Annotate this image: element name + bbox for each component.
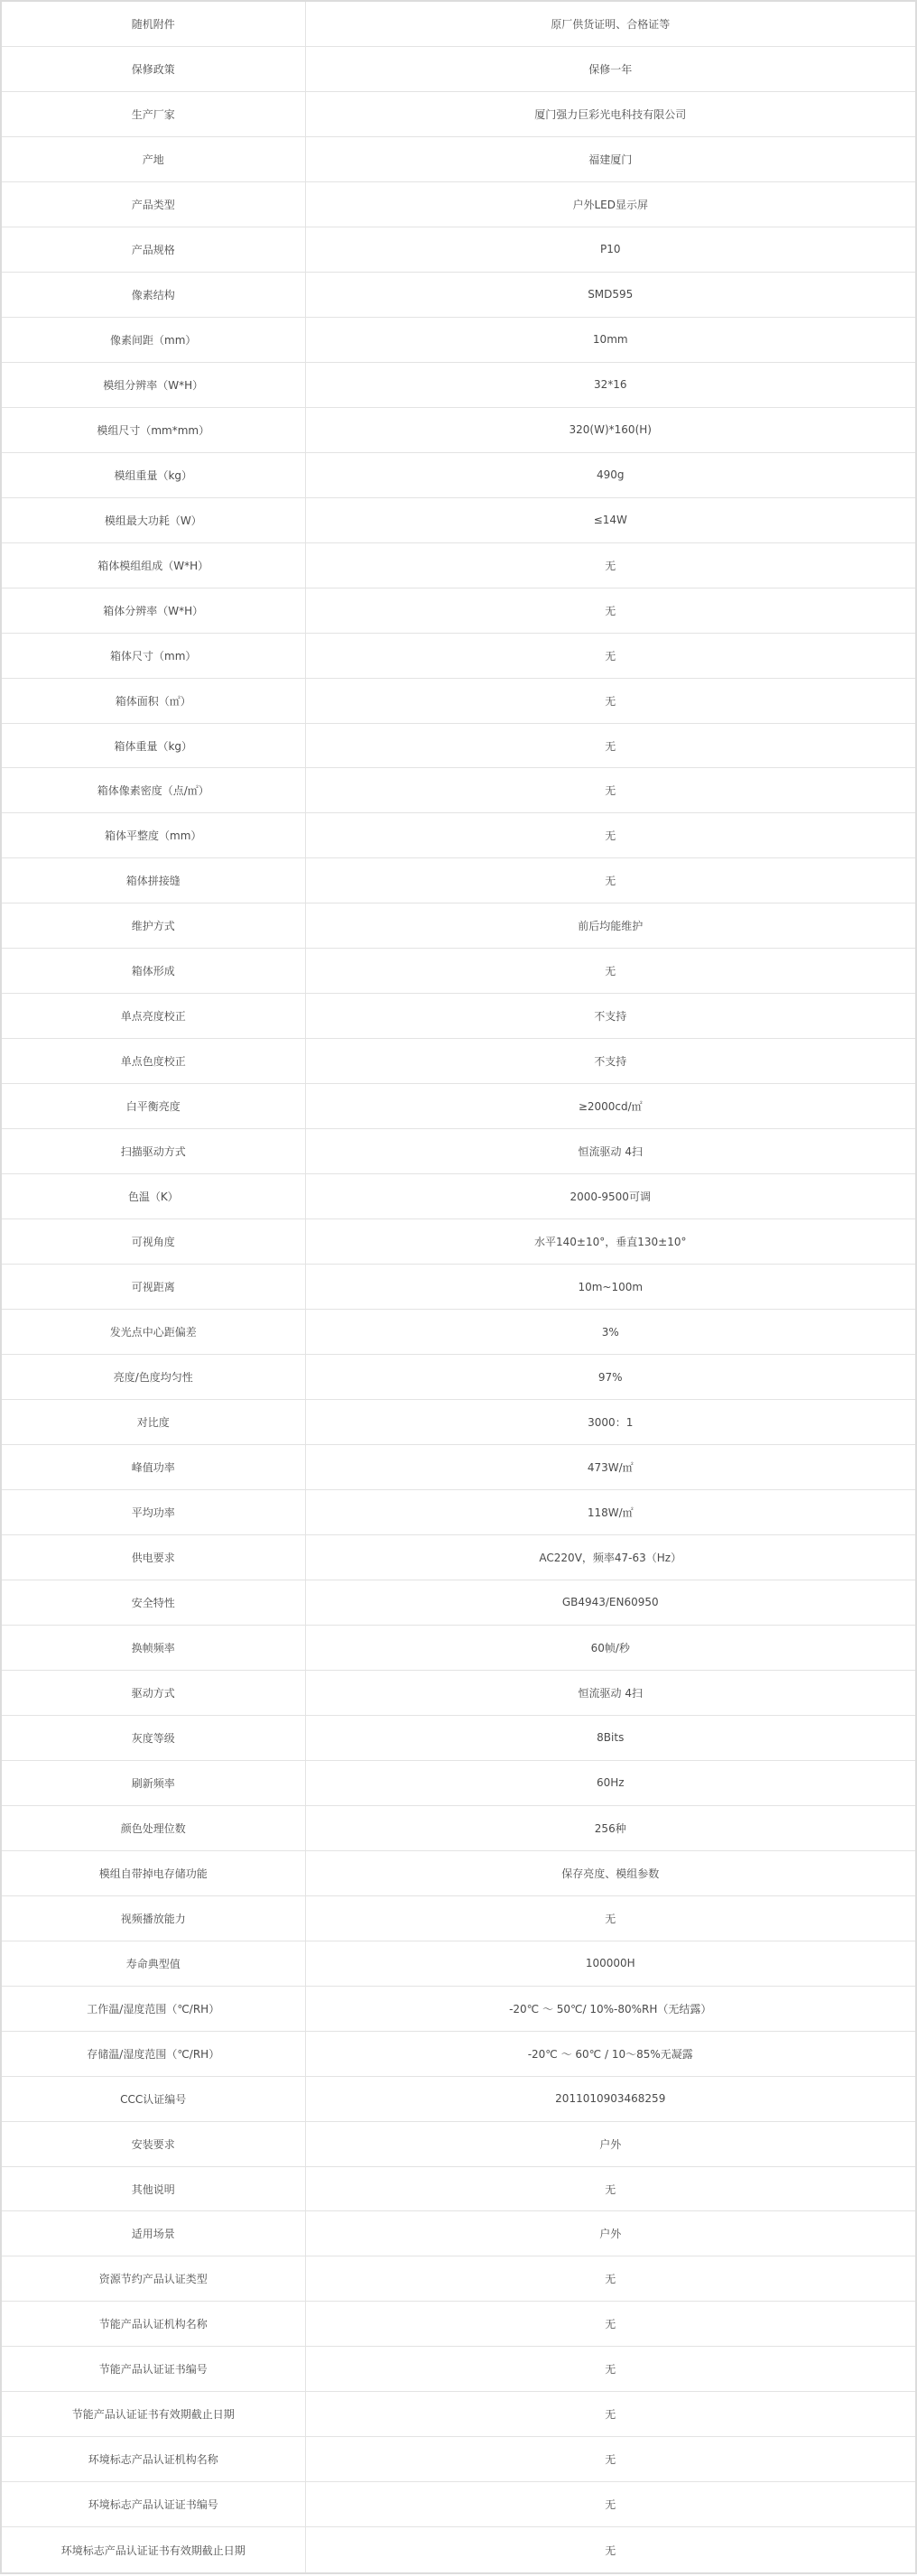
- spec-name-cell: 单点色度校正: [1, 1039, 305, 1084]
- spec-value-cell: AC220V，频率47-63（Hz）: [305, 1534, 916, 1580]
- spec-name-cell: 扫描驱动方式: [1, 1129, 305, 1174]
- table-row: [1, 2121, 916, 2166]
- table-row: [1, 2527, 916, 2573]
- spec-name-cell: 生产厂家: [1, 91, 305, 136]
- table-row: [1, 588, 916, 633]
- spec-name-cell: 安全特性: [1, 1580, 305, 1625]
- table-row: [1, 1805, 916, 1850]
- spec-value-cell: 无: [305, 542, 916, 588]
- spec-value-cell: 无: [305, 2302, 916, 2347]
- spec-value-cell: 无: [305, 588, 916, 633]
- spec-value-cell: ≤14W: [305, 497, 916, 542]
- table-row: [1, 1039, 916, 1084]
- table-row: [1, 2031, 916, 2076]
- spec-name-cell: 环境标志产品认证机构名称: [1, 2437, 305, 2482]
- spec-value-cell: 32*16: [305, 362, 916, 407]
- spec-name-cell: 模组最大功耗（W）: [1, 497, 305, 542]
- table-row: [1, 1850, 916, 1895]
- spec-name-cell: 视频播放能力: [1, 1895, 305, 1941]
- spec-name-cell: 保修政策: [1, 46, 305, 91]
- spec-value-cell: 60帧/秒: [305, 1625, 916, 1670]
- spec-name-cell: 模组重量（kg）: [1, 452, 305, 497]
- spec-value-cell: 8Bits: [305, 1715, 916, 1760]
- spec-name-cell: 安装要求: [1, 2121, 305, 2166]
- spec-value-cell: 无: [305, 813, 916, 858]
- spec-name-cell: 维护方式: [1, 903, 305, 949]
- table-row: [1, 46, 916, 91]
- spec-name-cell: 白平衡亮度: [1, 1084, 305, 1129]
- table-row: [1, 272, 916, 317]
- spec-name-cell: 箱体拼接缝: [1, 858, 305, 903]
- table-row: [1, 678, 916, 723]
- table-row: [1, 1445, 916, 1490]
- spec-name-cell: 对比度: [1, 1400, 305, 1445]
- spec-name-cell: 箱体平整度（mm）: [1, 813, 305, 858]
- spec-name-cell: 供电要求: [1, 1534, 305, 1580]
- spec-value-cell: -20℃ ～ 50℃/ 10%-80%RH（无结露）: [305, 1986, 916, 2031]
- table-row: [1, 768, 916, 813]
- spec-name-cell: 模组自带掉电存储功能: [1, 1850, 305, 1895]
- spec-name-cell: 随机附件: [1, 1, 305, 46]
- spec-name-cell: 模组分辨率（W*H）: [1, 362, 305, 407]
- table-row: [1, 1265, 916, 1310]
- spec-value-cell: 无: [305, 2347, 916, 2392]
- spec-value-cell: 2011010903468259: [305, 2076, 916, 2121]
- table-row: [1, 1400, 916, 1445]
- spec-name-cell: 资源节约产品认证类型: [1, 2256, 305, 2302]
- spec-name-cell: 箱体像素密度（点/㎡）: [1, 768, 305, 813]
- spec-value-cell: -20℃ ～ 60℃ / 10～85%无凝露: [305, 2031, 916, 2076]
- spec-value-cell: 256种: [305, 1805, 916, 1850]
- table-row: [1, 407, 916, 452]
- table-row: [1, 362, 916, 407]
- spec-name-cell: 环境标志产品认证证书编号: [1, 2482, 305, 2527]
- spec-name-cell: 平均功率: [1, 1489, 305, 1534]
- spec-name-cell: 工作温/湿度范围（℃/RH）: [1, 1986, 305, 2031]
- spec-value-cell: 10m~100m: [305, 1265, 916, 1310]
- spec-name-cell: 灰度等级: [1, 1715, 305, 1760]
- table-row: [1, 633, 916, 678]
- table-row: [1, 994, 916, 1039]
- spec-value-cell: 无: [305, 2256, 916, 2302]
- spec-name-cell: 产品规格: [1, 227, 305, 272]
- spec-value-cell: 10mm: [305, 317, 916, 362]
- table-row: [1, 452, 916, 497]
- table-row: [1, 317, 916, 362]
- spec-name-cell: 寿命典型值: [1, 1941, 305, 1986]
- spec-value-cell: 无: [305, 768, 916, 813]
- table-row: [1, 2347, 916, 2392]
- spec-value-cell: 恒流驱动 4扫: [305, 1670, 916, 1715]
- table-row: [1, 1489, 916, 1534]
- spec-name-cell: 产地: [1, 136, 305, 181]
- spec-name-cell: 可视距离: [1, 1265, 305, 1310]
- spec-name-cell: 其他说明: [1, 2166, 305, 2211]
- spec-name-cell: 换帧频率: [1, 1625, 305, 1670]
- spec-value-cell: 水平140±10°，垂直130±10°: [305, 1219, 916, 1265]
- table-row: [1, 227, 916, 272]
- spec-value-cell: 3000：1: [305, 1400, 916, 1445]
- spec-value-cell: 原厂供货证明、合格证等: [305, 1, 916, 46]
- table-row: [1, 1670, 916, 1715]
- spec-value-cell: 118W/㎡: [305, 1489, 916, 1534]
- spec-name-cell: 箱体模组组成（W*H）: [1, 542, 305, 588]
- spec-value-cell: 473W/㎡: [305, 1445, 916, 1490]
- spec-name-cell: 峰值功率: [1, 1445, 305, 1490]
- spec-value-cell: 97%: [305, 1355, 916, 1400]
- spec-name-cell: 箱体形成: [1, 949, 305, 994]
- spec-name-cell: 单点亮度校正: [1, 994, 305, 1039]
- table-row: [1, 1310, 916, 1355]
- spec-name-cell: 产品类型: [1, 181, 305, 227]
- spec-value-cell: 保修一年: [305, 46, 916, 91]
- spec-value-cell: 厦门强力巨彩光电科技有限公司: [305, 91, 916, 136]
- spec-value-cell: 490g: [305, 452, 916, 497]
- spec-value-cell: ≥2000cd/㎡: [305, 1084, 916, 1129]
- spec-name-cell: 节能产品认证证书有效期截止日期: [1, 2392, 305, 2437]
- spec-value-cell: 无: [305, 1895, 916, 1941]
- spec-value-cell: 保存亮度、模组参数: [305, 1850, 916, 1895]
- spec-name-cell: 节能产品认证机构名称: [1, 2302, 305, 2347]
- table-row: [1, 497, 916, 542]
- table-row: [1, 858, 916, 903]
- spec-name-cell: 刷新频率: [1, 1760, 305, 1805]
- table-row: [1, 2256, 916, 2302]
- spec-value-cell: 户外: [305, 2121, 916, 2166]
- spec-name-cell: 节能产品认证证书编号: [1, 2347, 305, 2392]
- table-row: [1, 1534, 916, 1580]
- spec-name-cell: 像素结构: [1, 272, 305, 317]
- spec-table-body: [1, 1, 916, 2573]
- spec-value-cell: 100000H: [305, 1941, 916, 1986]
- spec-name-cell: 适用场景: [1, 2211, 305, 2256]
- spec-value-cell: 无: [305, 2166, 916, 2211]
- spec-name-cell: 模组尺寸（mm*mm）: [1, 407, 305, 452]
- spec-name-cell: 发光点中心距偏差: [1, 1310, 305, 1355]
- spec-value-cell: 3%: [305, 1310, 916, 1355]
- spec-name-cell: 色温（K）: [1, 1174, 305, 1219]
- table-row: [1, 903, 916, 949]
- spec-name-cell: 箱体尺寸（mm）: [1, 633, 305, 678]
- table-row: [1, 2482, 916, 2527]
- table-row: [1, 1895, 916, 1941]
- spec-value-cell: GB4943/EN60950: [305, 1580, 916, 1625]
- spec-value-cell: P10: [305, 227, 916, 272]
- table-row: [1, 1174, 916, 1219]
- spec-value-cell: 福建厦门: [305, 136, 916, 181]
- spec-name-cell: 像素间距（mm）: [1, 317, 305, 362]
- spec-name-cell: 箱体面积（㎡）: [1, 678, 305, 723]
- table-row: [1, 542, 916, 588]
- table-row: [1, 949, 916, 994]
- spec-name-cell: CCC认证编号: [1, 2076, 305, 2121]
- table-row: [1, 136, 916, 181]
- table-row: [1, 813, 916, 858]
- spec-name-cell: 箱体重量（kg）: [1, 723, 305, 768]
- table-row: [1, 1580, 916, 1625]
- spec-name-cell: 箱体分辨率（W*H）: [1, 588, 305, 633]
- table-row: [1, 2392, 916, 2437]
- table-row: [1, 1, 916, 46]
- table-row: [1, 1941, 916, 1986]
- spec-name-cell: 存储温/湿度范围（℃/RH）: [1, 2031, 305, 2076]
- spec-value-cell: 无: [305, 633, 916, 678]
- spec-value-cell: 户外: [305, 2211, 916, 2256]
- spec-name-cell: 亮度/色度均匀性: [1, 1355, 305, 1400]
- spec-value-cell: 无: [305, 949, 916, 994]
- table-row: [1, 2211, 916, 2256]
- spec-value-cell: 320(W)*160(H): [305, 407, 916, 452]
- spec-value-cell: 60Hz: [305, 1760, 916, 1805]
- spec-name-cell: 驱动方式: [1, 1670, 305, 1715]
- spec-value-cell: 恒流驱动 4扫: [305, 1129, 916, 1174]
- spec-value-cell: 无: [305, 2527, 916, 2573]
- spec-value-cell: 户外LED显示屏: [305, 181, 916, 227]
- table-row: [1, 1715, 916, 1760]
- table-row: [1, 2437, 916, 2482]
- table-row: [1, 2076, 916, 2121]
- spec-name-cell: 颜色处理位数: [1, 1805, 305, 1850]
- table-row: [1, 1219, 916, 1265]
- spec-name-cell: 环境标志产品认证证书有效期截止日期: [1, 2527, 305, 2573]
- table-row: [1, 723, 916, 768]
- table-row: [1, 1986, 916, 2031]
- spec-name-cell: 可视角度: [1, 1219, 305, 1265]
- spec-value-cell: 无: [305, 678, 916, 723]
- spec-value-cell: 不支持: [305, 994, 916, 1039]
- table-row: [1, 1625, 916, 1670]
- spec-value-cell: 无: [305, 2392, 916, 2437]
- table-row: [1, 2166, 916, 2211]
- table-row: [1, 1355, 916, 1400]
- spec-value-cell: 无: [305, 858, 916, 903]
- table-row: [1, 91, 916, 136]
- table-row: [1, 181, 916, 227]
- spec-value-cell: 前后均能维护: [305, 903, 916, 949]
- table-row: [1, 1129, 916, 1174]
- table-row: [1, 1760, 916, 1805]
- spec-value-cell: 2000-9500可调: [305, 1174, 916, 1219]
- table-row: [1, 1084, 916, 1129]
- spec-value-cell: 无: [305, 723, 916, 768]
- spec-value-cell: 无: [305, 2482, 916, 2527]
- spec-value-cell: 不支持: [305, 1039, 916, 1084]
- spec-value-cell: SMD595: [305, 272, 916, 317]
- spec-value-cell: 无: [305, 2437, 916, 2482]
- table-row: [1, 2302, 916, 2347]
